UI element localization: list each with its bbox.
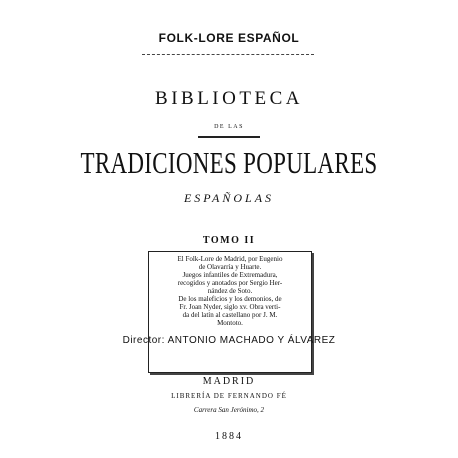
- title-connector: DE LAS: [214, 124, 244, 130]
- contents-line: Juegos infantiles de Extremadura,: [182, 271, 278, 279]
- volume-label: TOMO II: [202, 235, 256, 246]
- title-line-biblioteca: BIBLIOTECA: [155, 88, 303, 109]
- imprint-year: 1884: [215, 431, 243, 442]
- contents-box: [148, 251, 312, 373]
- contents-line: El Folk-Lore de Madrid, por Eugenio: [177, 255, 283, 263]
- title-line-tradiciones: TRADICIONES POPULARES: [80, 146, 378, 180]
- contents-line: recogidos y anotados por Sergio Her-: [177, 279, 283, 287]
- imprint-address: Carrera San Jerónimo, 2: [193, 406, 265, 414]
- imprint-publisher: LIBRERÍA DE FERNANDO FÉ: [171, 392, 287, 400]
- title-line-espanolas: ESPAÑOLAS: [183, 191, 275, 205]
- contents-line: De los maleficios y los demonios, de: [178, 295, 282, 303]
- header-divider: [142, 54, 314, 55]
- series-title: FOLK-LORE ESPAÑOL: [158, 31, 300, 45]
- director-credit: [0, 335, 458, 346]
- contents-line: da del latín al castellano por J. M.: [182, 311, 278, 319]
- contents-line: Montoto.: [217, 319, 243, 327]
- decorative-rule: [198, 136, 260, 138]
- imprint-city: MADRID: [202, 376, 256, 387]
- contents-line: Fr. Joan Nyder, siglo xv. Obra verti-: [179, 303, 281, 311]
- contents-line: de Olavarría y Huarte.: [198, 263, 262, 271]
- director-name: ANTONIO MACHADO Y ÁLVAREZ: [167, 335, 336, 346]
- director-label: Director:: [122, 335, 165, 346]
- contents-line: nández de Soto.: [207, 287, 253, 295]
